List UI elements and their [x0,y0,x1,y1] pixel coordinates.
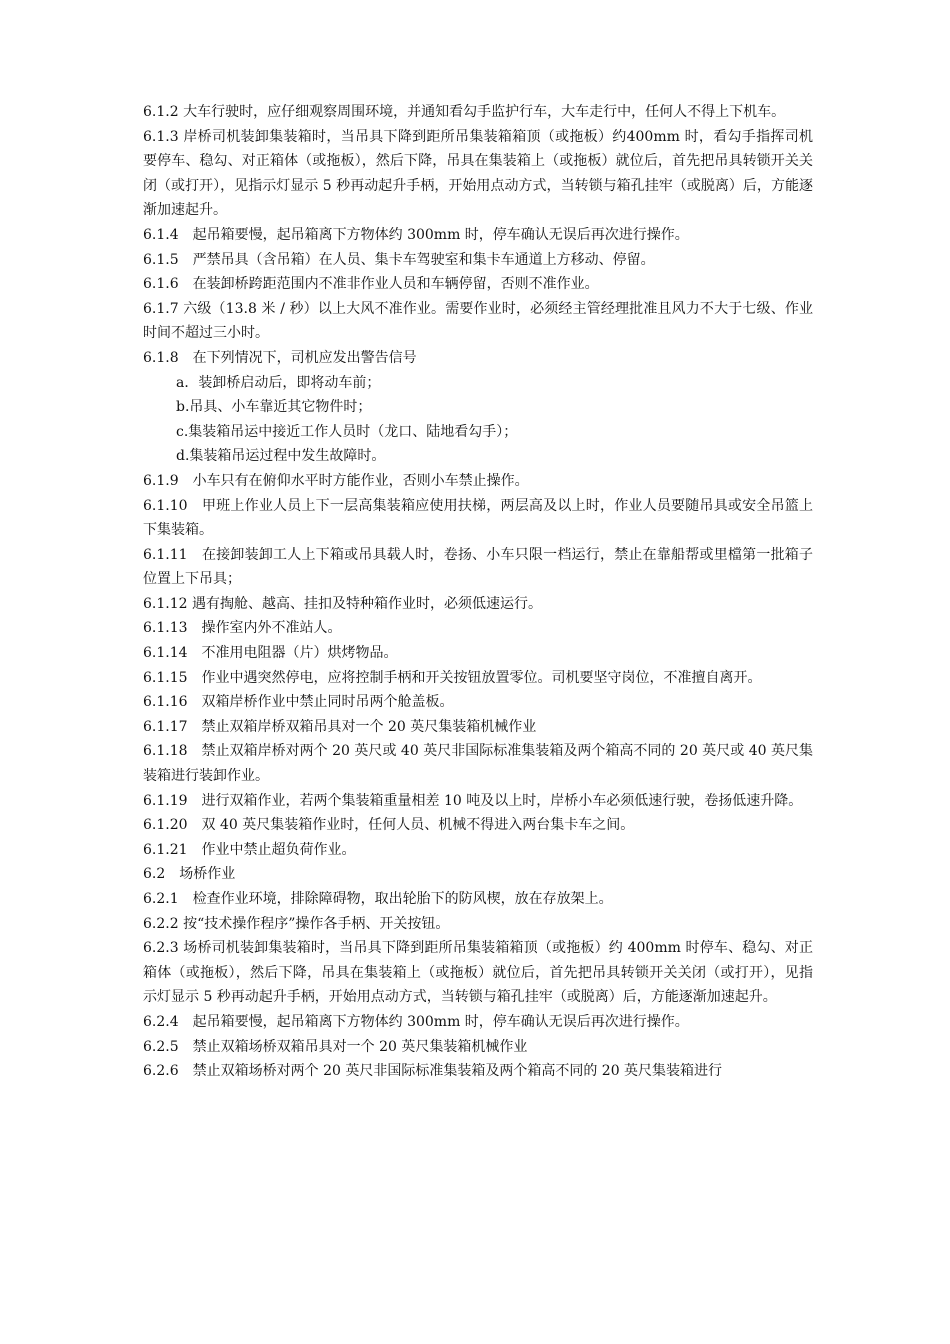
paragraph: 6.1.15 作业中遇突然停电，应将控制手柄和开关按钮放置零位。司机要坚守岗位，不准擅自离开。 [143,669,762,686]
paragraph: 6.1.6 在装卸桥跨距范围内不准非作业人员和车辆停留，否则不准作业。 [143,276,599,293]
paragraph: 6.1.14 不准用电阻器（片）烘烤物品。 [143,645,398,662]
list-item: a．装卸桥启动后，即将动车前； [176,374,381,391]
paragraph: 6.2.5 禁止双箱场桥双箱吊具对一个 20 英尺集装箱机械作业 [143,1038,528,1055]
document-page [143,100,813,1084]
paragraph: 6.1.12 遇有掏舱、越高、挂扣及特种箱作业时，必须低速运行。 [143,595,542,612]
list-item: d.集装箱吊运过程中发生故障时。 [176,448,386,465]
paragraph: 6.1.9 小车只有在俯仰水平时方能作业，否则小车禁止操作。 [143,472,529,489]
paragraph: 6.1.11 在接卸装卸工人上下箱或吊具载人时，卷扬、小车只限一档运行，禁止在靠船帮或里檔第一批箱子位置上下吊具； [143,546,813,588]
paragraph: 6.1.16 双箱岸桥作业中禁止同时吊两个舱盖板。 [143,694,454,711]
list-item: c.集装箱吊运中接近工作人员时（龙口、陆地看勾手）； [176,423,518,440]
paragraph: 6.1.21 作业中禁止超负荷作业。 [143,841,356,858]
paragraph: 6.1.4 起吊箱要慢，起吊箱离下方物体约 300mm 时，停车确认无误后再次进行操作。 [143,226,689,243]
paragraph: 6.2 场桥作业 [143,866,236,883]
paragraph: 6.2.1 检查作业环境，排除障碍物，取出轮胎下的防风楔，放在存放架上。 [143,891,613,907]
paragraph: 6.1.3 岸桥司机装卸集装箱时，当吊具下降到距所吊集装箱箱顶（或拖板）约400mm 时，看勾手指挥司机要停车、稳勾、对正箱体（或拖板），然后下降，吊具在集装箱上（或拖板）就位后，首先把吊具转锁开关关闭（或打开），见指示灯显示 5 秒再动起升手柄，开始用点动方式，当转锁与箱孔挂牢（或脱离）后，方能逐渐加速起升。 [143,128,813,219]
paragraph: 6.1.20 双 40 英尺集装箱作业时，任何人员、机械不得进入两台集卡车之间。 [143,817,635,834]
paragraph: 6.1.17 禁止双箱岸桥双箱吊具对一个 20 英尺集装箱机械作业 [143,718,537,735]
paragraph: 6.1.7 六级（13.8 米 / 秒）以上大风不准作业。需要作业时，必须经主管经理批准且风力不大于七级、作业时间不超过三小时。 [143,300,813,342]
paragraph: 6.2.2 按“技术操作程序”操作各手柄、开关按钮。 [143,915,450,932]
paragraph: 6.1.8 在下列情况下，司机应发出警告信号 [143,349,417,366]
paragraph: 6.2.4 起吊箱要慢，起吊箱离下方物体约 300mm 时，停车确认无误后再次进行操作。 [143,1013,689,1030]
paragraph: 6.1.13 操作室内外不准站人。 [143,620,342,637]
paragraph: 6.2.6 禁止双箱场桥对两个 20 英尺非国际标准集装箱及两个箱高不同的 20 英尺集装箱进行 [143,1063,723,1080]
paragraph: 6.1.2 大车行驶时，应仔细观察周围环境，并通知看勾手监护行车，大车走行中，任何人不得上下机车。 [143,104,786,120]
paragraph: 6.2.3 场桥司机装卸集装箱时，当吊具下降到距所吊集装箱箱顶（或拖板）约 400mm 时停车、稳勾、对正箱体（或拖板），然后下降，吊具在集装箱上（或拖板）就位后，首先把吊具转锁开关关闭（或打开），见指示灯显示 5 秒再动起升手柄，开始用点动方式，当转锁与箱孔挂牢（或脱离）后，方能逐渐加速起升。 [143,940,813,1006]
paragraph: 6.1.5 严禁吊具（含吊箱）在人员、集卡车驾驶室和集卡车通道上方移动、停留。 [143,251,655,268]
paragraph: 6.1.19 进行双箱作业，若两个集装箱重量相差 10 吨及以上时，岸桥小车必须低速行驶，卷扬低速升降。 [143,792,803,809]
paragraph: 6.1.10 甲班上作业人员上下一层高集装箱应使用扶梯，两层高及以上时，作业人员要随吊具或安全吊篮上下集装箱。 [143,497,813,539]
list-item: b.吊具、小车靠近其它物件时； [176,399,372,416]
paragraph: 6.1.18 禁止双箱岸桥对两个 20 英尺或 40 英尺非国际标准集装箱及两个箱高不同的 20 英尺或 40 英尺集装箱进行装卸作业。 [143,743,813,785]
